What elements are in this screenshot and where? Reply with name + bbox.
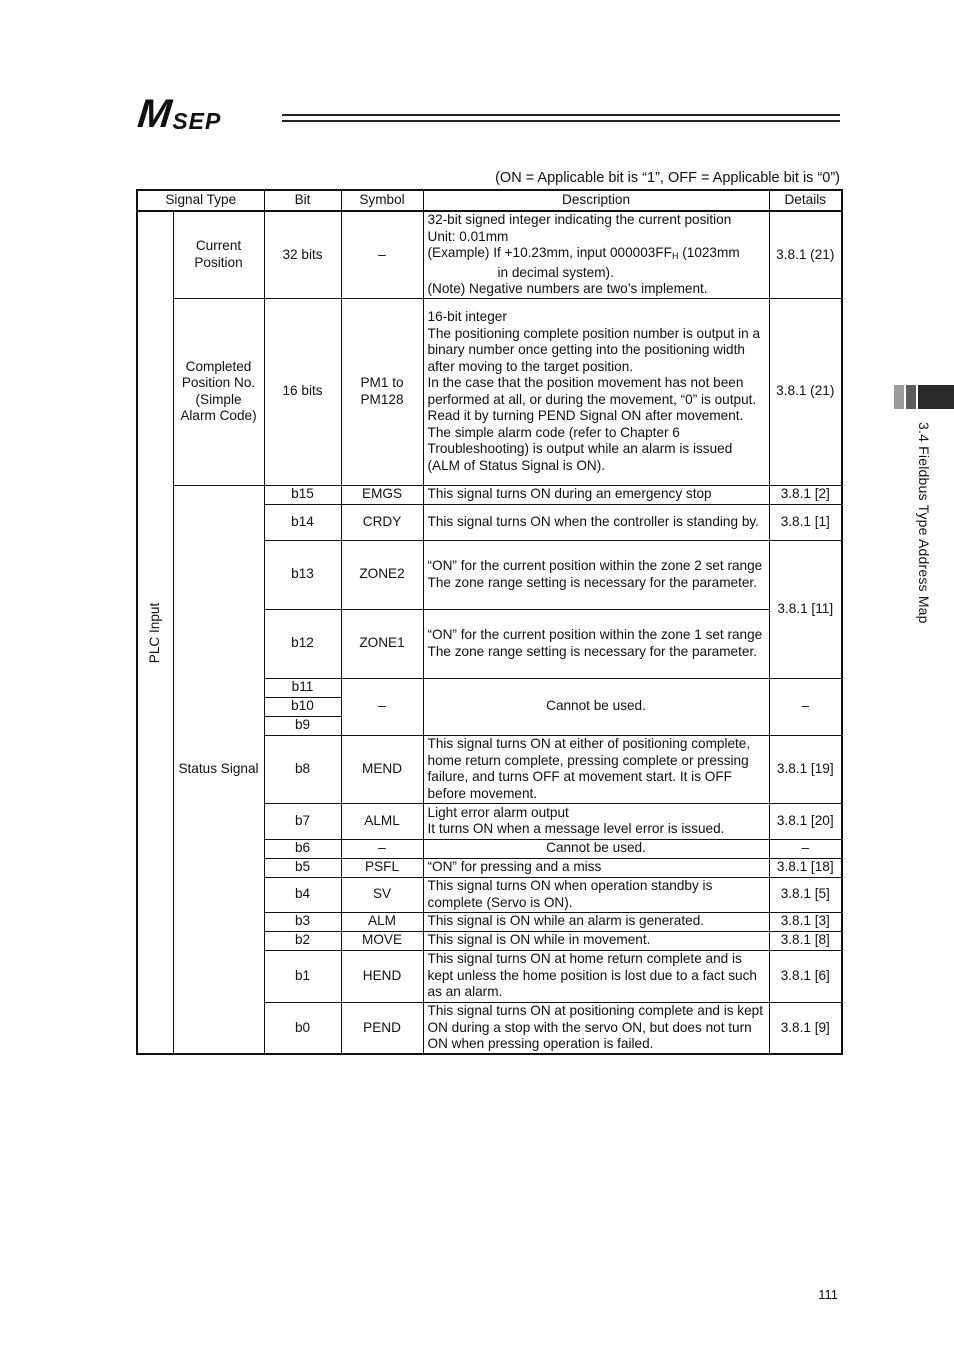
symbol-cell: MOVE [341, 931, 423, 950]
plc-input-cell [137, 211, 173, 1054]
symbol-cell: HEND [341, 950, 423, 1002]
table-header-row [137, 190, 842, 211]
logo-m: M [135, 92, 173, 136]
bit-cell: b6 [264, 839, 341, 858]
symbol-cell: – [341, 839, 423, 858]
description-cell: This signal is ON while an alarm is generated. [423, 912, 769, 931]
bit-cell: 32 bits [264, 211, 341, 298]
symbol-cell: SV [341, 877, 423, 912]
symbol-cell: CRDY [341, 504, 423, 540]
col-header-details: Details [769, 190, 842, 211]
description-cell [423, 211, 769, 298]
symbol-cell: – [341, 678, 423, 735]
details-cell: 3.8.1 [18] [769, 858, 842, 877]
current-position-label: Current Position [173, 211, 264, 298]
details-cell: 3.8.1 [19] [769, 735, 842, 803]
desc-line: The simple alarm code (refer to Chapter 6 Troubleshooting) is output while an alarm is issued (ALM of Status Signal is ON). [427, 424, 733, 473]
col-header-signal-type: Signal Type [137, 190, 264, 211]
bit-cell: b9 [264, 716, 341, 735]
bit-cell: b14 [264, 504, 341, 540]
symbol-cell: MEND [341, 735, 423, 803]
desc-text: (1023mm [678, 245, 740, 260]
details-cell: – [769, 678, 842, 735]
hex-subscript: H [671, 251, 679, 261]
details-cell: 3.8.1 [3] [769, 912, 842, 931]
desc-line [428, 245, 765, 265]
desc-text: (Example) If +10.23mm, input 000003FF [427, 245, 672, 260]
header-rule-top [282, 114, 840, 116]
description-cell: This signal turns ON during an emergency stop [423, 485, 769, 504]
description-cell: “ON” for pressing and a miss [423, 858, 769, 877]
section-side-title: 3.4 Fieldbus Type Address Map [916, 422, 932, 624]
desc-line: It turns ON when a message level error is issued. [427, 821, 725, 836]
symbol-cell: – [341, 211, 423, 298]
desc-line: The positioning complete position number is output in a binary number once getting into the positioning width after moving to the target position. [427, 325, 761, 374]
completed-position-label: Completed Position No. (Simple Alarm Code) [173, 298, 264, 485]
desc-line: The zone range setting is necessary for the parameter. [427, 643, 757, 659]
description-cell [423, 609, 769, 678]
details-cell: 3.8.1 [6] [769, 950, 842, 1002]
description-cell: This signal turns ON when the controller is standing by. [423, 504, 769, 540]
msep-logo [135, 92, 222, 136]
bit-cell: b12 [264, 609, 341, 678]
col-header-symbol: Symbol [341, 190, 423, 211]
page-number: 111 [818, 1287, 838, 1302]
bit-cell: b15 [264, 485, 341, 504]
table-row [137, 485, 842, 504]
details-cell: 3.8.1 [2] [769, 485, 842, 504]
desc-line: Light error alarm output [427, 804, 569, 820]
description-cell: Cannot be used. [423, 678, 769, 735]
bit-cell: b11 [264, 678, 341, 697]
symbol-cell: ALML [341, 803, 423, 839]
bit-cell: b10 [264, 697, 341, 716]
details-cell: – [769, 839, 842, 858]
description-cell: This signal turns ON at positioning complete and is kept ON during a stop with the servo ON, but does not turn ON when pressing operation is failed. [423, 1002, 769, 1054]
desc-line: The zone range setting is necessary for the parameter. [427, 574, 757, 590]
details-cell: 3.8.1 [9] [769, 1002, 842, 1054]
details-cell: 3.8.1 [20] [769, 803, 842, 839]
details-cell: 3.8.1 (21) [769, 211, 842, 298]
description-cell [423, 540, 769, 609]
chapter-tab-marker [894, 385, 954, 409]
symbol-cell: PSFL [341, 858, 423, 877]
details-cell: 3.8.1 [5] [769, 877, 842, 912]
table-row [137, 298, 842, 485]
bit-cell: 16 bits [264, 298, 341, 485]
description-cell: This signal is ON while in movement. [423, 931, 769, 950]
col-header-description: Description [423, 190, 769, 211]
symbol-cell: ZONE1 [341, 609, 423, 678]
description-cell: This signal turns ON at home return complete and is kept unless the home position is lost due to a fact such as an alarm. [423, 950, 769, 1002]
bit-cell: b3 [264, 912, 341, 931]
bit-cell: b8 [264, 735, 341, 803]
bit-cell: b0 [264, 1002, 341, 1054]
bit-cell: b13 [264, 540, 341, 609]
description-cell: Cannot be used. [423, 839, 769, 858]
desc-line: In the case that the position movement has not been performed at all, or during the movement, “0” is output. Read it by turning PEND Signal ON after movement. [427, 375, 757, 423]
header-rule-bottom [282, 120, 840, 122]
status-signal-label: Status Signal [173, 485, 264, 1054]
symbol-cell: PM1 to PM128 [341, 298, 423, 485]
bit-cell: b4 [264, 877, 341, 912]
logo-sep: SEP [172, 108, 222, 134]
details-cell: 3.8.1 [8] [769, 931, 842, 950]
desc-line: “ON” for the current position within the zone 2 set range [427, 558, 763, 573]
desc-line: Unit: 0.01mm [427, 228, 509, 244]
description-cell: This signal turns ON when operation standby is complete (Servo is ON). [423, 877, 769, 912]
plc-input-label: PLC Input [147, 602, 162, 663]
symbol-cell: PEND [341, 1002, 423, 1054]
description-cell [423, 298, 769, 485]
desc-line: (Note) Negative numbers are two’s implement. [427, 281, 708, 296]
bit-cell: b5 [264, 858, 341, 877]
bit-cell: b2 [264, 931, 341, 950]
description-cell: This signal turns ON at either of positioning complete, home return complete, pressing complete or pressing failure, and turns OFF at movement start. It is OFF before movement. [423, 735, 769, 803]
table-row [137, 211, 842, 298]
details-cell: 3.8.1 (21) [769, 298, 842, 485]
details-cell: 3.8.1 [1] [769, 504, 842, 540]
desc-text: in decimal system). [497, 264, 614, 280]
bit-cell: b7 [264, 803, 341, 839]
details-cell: 3.8.1 [11] [769, 540, 842, 678]
col-header-bit: Bit [264, 190, 341, 211]
symbol-cell: ZONE2 [341, 540, 423, 609]
description-cell [423, 803, 769, 839]
symbol-cell: ALM [341, 912, 423, 931]
desc-line: 32-bit signed integer indicating the current position [427, 212, 732, 227]
desc-line [428, 265, 765, 282]
signal-table [136, 189, 843, 1055]
bit-legend: (ON = Applicable bit is “1”, OFF = Applicable bit is “0”) [495, 170, 840, 186]
desc-line: “ON” for the current position within the zone 1 set range [427, 627, 763, 642]
desc-line: 16-bit integer [427, 309, 507, 324]
bit-cell: b1 [264, 950, 341, 1002]
symbol-cell: EMGS [341, 485, 423, 504]
